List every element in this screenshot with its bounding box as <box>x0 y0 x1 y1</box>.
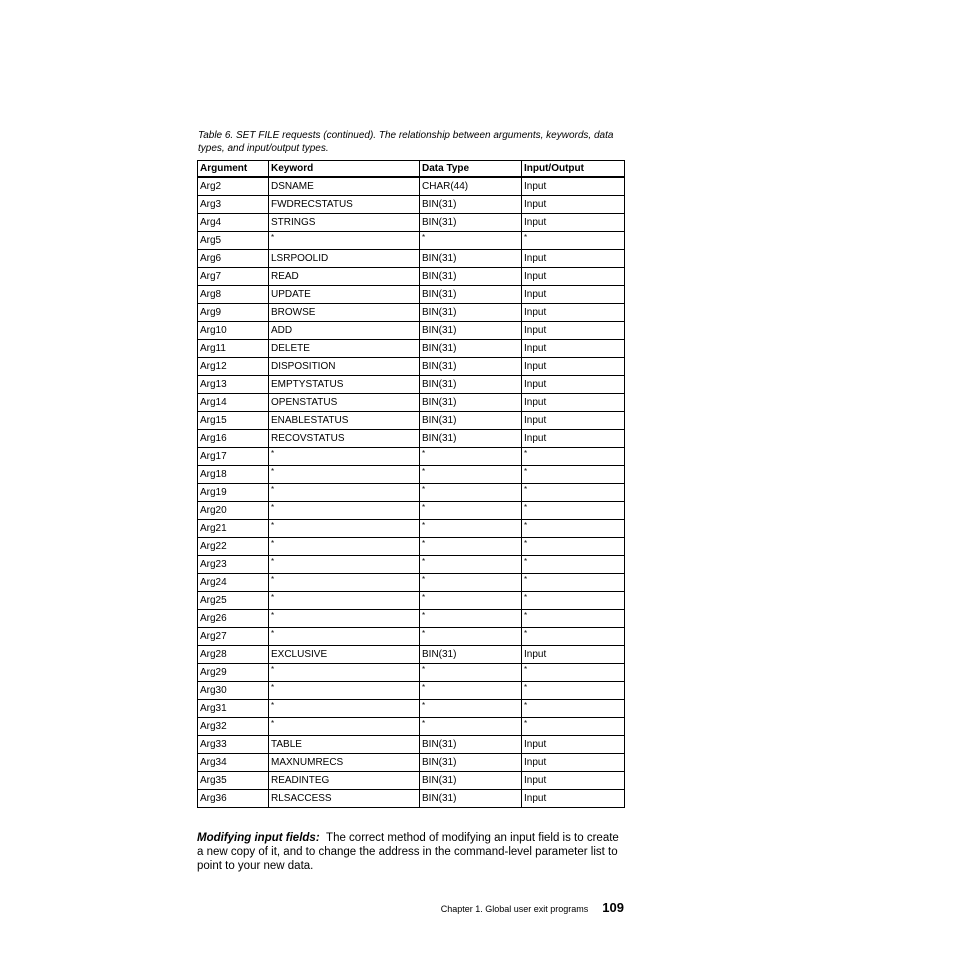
cell-data-type: BIN(31) <box>420 790 522 808</box>
table-row <box>198 376 625 394</box>
cell-keyword: RLSACCESS <box>269 790 420 808</box>
table-row <box>198 286 625 304</box>
cell-argument: Arg3 <box>198 196 269 214</box>
table-row <box>198 268 625 286</box>
cell-input-output: * <box>522 682 625 700</box>
cell-keyword: * <box>269 502 420 520</box>
cell-argument: Arg33 <box>198 736 269 754</box>
cell-input-output: Input <box>522 322 625 340</box>
cell-keyword: * <box>269 682 420 700</box>
cell-input-output: Input <box>522 268 625 286</box>
cell-input-output: * <box>522 538 625 556</box>
cell-keyword: * <box>269 574 420 592</box>
table-row <box>198 466 625 484</box>
table-row <box>198 232 625 250</box>
cell-data-type: CHAR(44) <box>420 177 522 196</box>
header-data-type: Data Type <box>420 161 522 178</box>
header-input-output: Input/Output <box>522 161 625 178</box>
cell-keyword: ENABLESTATUS <box>269 412 420 430</box>
cell-argument: Arg36 <box>198 790 269 808</box>
cell-keyword: * <box>269 592 420 610</box>
set-file-table <box>197 160 625 808</box>
table-row <box>198 628 625 646</box>
cell-input-output: Input <box>522 250 625 268</box>
table-row <box>198 448 625 466</box>
table-row <box>198 412 625 430</box>
table-row <box>198 592 625 610</box>
table-row <box>198 682 625 700</box>
page-number: 109 <box>602 900 624 915</box>
cell-input-output: * <box>522 484 625 502</box>
cell-argument: Arg21 <box>198 520 269 538</box>
cell-argument: Arg8 <box>198 286 269 304</box>
cell-keyword: LSRPOOLID <box>269 250 420 268</box>
cell-data-type: * <box>420 664 522 682</box>
cell-data-type: * <box>420 682 522 700</box>
cell-data-type: BIN(31) <box>420 394 522 412</box>
cell-keyword: OPENSTATUS <box>269 394 420 412</box>
cell-input-output: * <box>522 556 625 574</box>
cell-keyword: * <box>269 610 420 628</box>
cell-input-output: * <box>522 520 625 538</box>
cell-data-type: BIN(31) <box>420 376 522 394</box>
cell-input-output: Input <box>522 376 625 394</box>
cell-data-type: * <box>420 628 522 646</box>
footer-chapter: Chapter 1. Global user exit programs <box>440 904 589 914</box>
cell-keyword: DISPOSITION <box>269 358 420 376</box>
table-row <box>198 556 625 574</box>
cell-input-output: Input <box>522 430 625 448</box>
cell-data-type: * <box>420 232 522 250</box>
header-argument: Argument <box>198 161 269 178</box>
cell-keyword: * <box>269 448 420 466</box>
cell-data-type: BIN(31) <box>420 646 522 664</box>
table-row <box>198 250 625 268</box>
table-row <box>198 484 625 502</box>
cell-data-type: * <box>420 700 522 718</box>
cell-argument: Arg5 <box>198 232 269 250</box>
cell-keyword: EMPTYSTATUS <box>269 376 420 394</box>
cell-argument: Arg18 <box>198 466 269 484</box>
cell-data-type: * <box>420 448 522 466</box>
table-row <box>198 430 625 448</box>
cell-argument: Arg34 <box>198 754 269 772</box>
table-row <box>198 177 625 196</box>
cell-data-type: * <box>420 556 522 574</box>
cell-data-type: * <box>420 718 522 736</box>
cell-data-type: BIN(31) <box>420 250 522 268</box>
table-row <box>198 646 625 664</box>
cell-input-output: * <box>522 700 625 718</box>
table-row <box>198 394 625 412</box>
cell-keyword: STRINGS <box>269 214 420 232</box>
cell-data-type: * <box>420 484 522 502</box>
cell-keyword: BROWSE <box>269 304 420 322</box>
cell-keyword: * <box>269 520 420 538</box>
table-row <box>198 754 625 772</box>
cell-keyword: MAXNUMRECS <box>269 754 420 772</box>
cell-argument: Arg16 <box>198 430 269 448</box>
table-row <box>198 520 625 538</box>
table-row <box>198 322 625 340</box>
cell-argument: Arg35 <box>198 772 269 790</box>
cell-input-output: Input <box>522 286 625 304</box>
cell-input-output: Input <box>522 790 625 808</box>
cell-argument: Arg4 <box>198 214 269 232</box>
cell-data-type: * <box>420 502 522 520</box>
cell-argument: Arg27 <box>198 628 269 646</box>
cell-keyword: * <box>269 718 420 736</box>
cell-input-output: * <box>522 664 625 682</box>
cell-keyword: EXCLUSIVE <box>269 646 420 664</box>
cell-argument: Arg9 <box>198 304 269 322</box>
cell-keyword: DSNAME <box>269 177 420 196</box>
cell-data-type: * <box>420 466 522 484</box>
cell-input-output: Input <box>522 736 625 754</box>
cell-argument: Arg13 <box>198 376 269 394</box>
cell-data-type: BIN(31) <box>420 196 522 214</box>
table-row <box>198 610 625 628</box>
cell-argument: Arg26 <box>198 610 269 628</box>
table-row <box>198 304 625 322</box>
cell-data-type: * <box>420 520 522 538</box>
cell-argument: Arg29 <box>198 664 269 682</box>
header-keyword: Keyword <box>269 161 420 178</box>
table-body <box>198 177 625 808</box>
table-row <box>198 502 625 520</box>
cell-argument: Arg7 <box>198 268 269 286</box>
cell-argument: Arg23 <box>198 556 269 574</box>
cell-data-type: BIN(31) <box>420 340 522 358</box>
cell-data-type: BIN(31) <box>420 286 522 304</box>
cell-input-output: Input <box>522 754 625 772</box>
cell-argument: Arg30 <box>198 682 269 700</box>
page-footer <box>441 900 624 917</box>
cell-keyword: * <box>269 484 420 502</box>
table-header-row <box>198 161 625 178</box>
cell-keyword: * <box>269 664 420 682</box>
cell-input-output: Input <box>522 304 625 322</box>
cell-argument: Arg10 <box>198 322 269 340</box>
cell-input-output: Input <box>522 772 625 790</box>
cell-keyword: UPDATE <box>269 286 420 304</box>
cell-argument: Arg12 <box>198 358 269 376</box>
cell-argument: Arg32 <box>198 718 269 736</box>
cell-keyword: * <box>269 556 420 574</box>
cell-argument: Arg24 <box>198 574 269 592</box>
cell-argument: Arg6 <box>198 250 269 268</box>
cell-data-type: BIN(31) <box>420 736 522 754</box>
cell-keyword: * <box>269 700 420 718</box>
cell-data-type: * <box>420 610 522 628</box>
table-row <box>198 790 625 808</box>
cell-keyword: TABLE <box>269 736 420 754</box>
table-row <box>198 538 625 556</box>
cell-keyword: READ <box>269 268 420 286</box>
cell-data-type: BIN(31) <box>420 430 522 448</box>
cell-argument: Arg17 <box>198 448 269 466</box>
paragraph-lead: Modifying input fields: <box>197 832 320 844</box>
cell-argument: Arg20 <box>198 502 269 520</box>
table-row <box>198 340 625 358</box>
paragraph-text: The correct method of modifying an input field is to create a new copy of it, and to change the address in the command-level parameter list to point to your new data. <box>197 832 619 872</box>
table-row <box>198 664 625 682</box>
cell-argument: Arg19 <box>198 484 269 502</box>
cell-argument: Arg15 <box>198 412 269 430</box>
cell-input-output: * <box>522 592 625 610</box>
cell-input-output: * <box>522 628 625 646</box>
cell-data-type: BIN(31) <box>420 772 522 790</box>
cell-argument: Arg22 <box>198 538 269 556</box>
cell-argument: Arg28 <box>198 646 269 664</box>
cell-data-type: BIN(31) <box>420 754 522 772</box>
table-row <box>198 214 625 232</box>
cell-input-output: Input <box>522 412 625 430</box>
cell-data-type: BIN(31) <box>420 322 522 340</box>
cell-argument: Arg14 <box>198 394 269 412</box>
cell-keyword: * <box>269 466 420 484</box>
cell-keyword: ADD <box>269 322 420 340</box>
cell-keyword: FWDRECSTATUS <box>269 196 420 214</box>
cell-data-type: * <box>420 592 522 610</box>
cell-keyword: READINTEG <box>269 772 420 790</box>
table-row <box>198 196 625 214</box>
cell-input-output: Input <box>522 646 625 664</box>
cell-input-output: Input <box>522 340 625 358</box>
cell-data-type: BIN(31) <box>420 268 522 286</box>
cell-input-output: Input <box>522 358 625 376</box>
modifying-input-fields-paragraph <box>197 831 627 873</box>
cell-data-type: BIN(31) <box>420 412 522 430</box>
cell-input-output: Input <box>522 196 625 214</box>
cell-input-output: Input <box>522 394 625 412</box>
table-row <box>198 772 625 790</box>
cell-input-output: * <box>522 718 625 736</box>
cell-keyword: * <box>269 538 420 556</box>
cell-input-output: * <box>522 448 625 466</box>
cell-input-output: * <box>522 466 625 484</box>
cell-argument: Arg11 <box>198 340 269 358</box>
cell-keyword: RECOVSTATUS <box>269 430 420 448</box>
cell-input-output: * <box>522 574 625 592</box>
cell-data-type: BIN(31) <box>420 304 522 322</box>
table-row <box>198 574 625 592</box>
cell-keyword: * <box>269 628 420 646</box>
cell-input-output: * <box>522 232 625 250</box>
cell-argument: Arg25 <box>198 592 269 610</box>
cell-data-type: * <box>420 538 522 556</box>
table-caption: Table 6. SET FILE requests (continued). The relationship between arguments, keywords, data types, and input/output types. <box>198 130 614 154</box>
table-row <box>198 700 625 718</box>
cell-input-output: Input <box>522 214 625 232</box>
table-row <box>198 718 625 736</box>
table-row <box>198 736 625 754</box>
cell-data-type: * <box>420 574 522 592</box>
cell-argument: Arg2 <box>198 177 269 196</box>
cell-keyword: DELETE <box>269 340 420 358</box>
cell-data-type: BIN(31) <box>420 214 522 232</box>
cell-input-output: * <box>522 610 625 628</box>
cell-data-type: BIN(31) <box>420 358 522 376</box>
cell-argument: Arg31 <box>198 700 269 718</box>
cell-keyword: * <box>269 232 420 250</box>
table-row <box>198 358 625 376</box>
cell-input-output: Input <box>522 177 625 196</box>
cell-input-output: * <box>522 502 625 520</box>
